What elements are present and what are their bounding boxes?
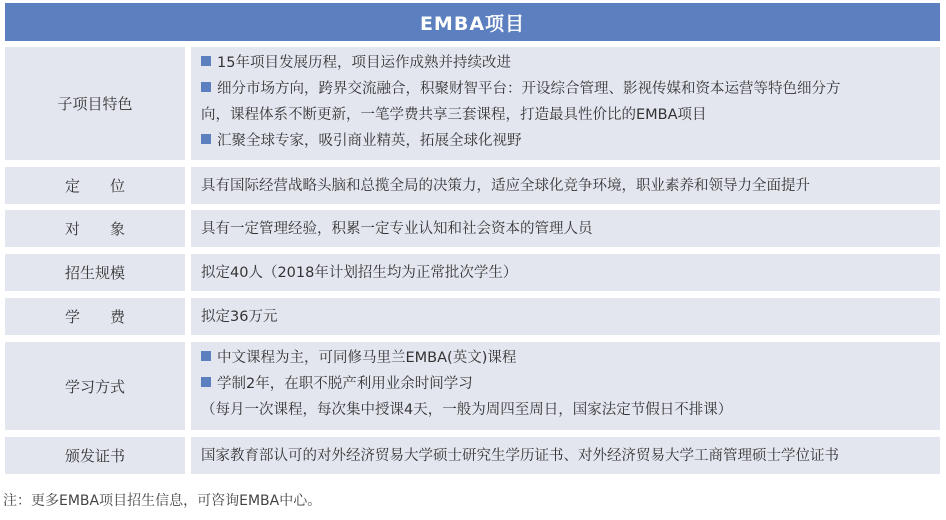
table-row-study-mode [5,342,940,430]
row-value: 具有一定管理经验，积累一定专业认知和社会资本的管理人员 [191,210,940,247]
footnote: 注：更多EMBA项目招生信息，可咨询EMBA中心。 [3,493,322,509]
square-bullet-icon [201,351,211,361]
table-row-features [5,47,940,160]
row-label: 对 象 [5,210,185,247]
table-row-enrollment [5,254,940,291]
row-label: 学习方式 [5,342,185,430]
row-label: 定 位 [5,167,185,204]
square-bullet-icon [201,134,211,144]
list-item-continuation: 向，课程体系不断更新，一笔学费共享三套课程，打造最具性价比的EMBA项目 [201,107,707,123]
row-value: 国家教育部认可的对外经济贸易大学硕士研究生学历证书、对外经济贸易大学工商管理硕士学位证书 [191,437,940,474]
list-item: 细分市场方向，跨界交流融合，积聚财智平台：开设综合管理、影视传媒和资本运营等特色细分方 [201,76,930,102]
row-value: 具有国际经营战略头脑和总揽全局的决策力，适应全球化竞争环境，职业素养和领导力全面提升 [191,167,940,204]
square-bullet-icon [201,82,211,92]
row-value [191,342,940,430]
square-bullet-icon [201,377,211,387]
table-row-positioning [5,167,940,204]
list-item: 中文课程为主，可同修马里兰EMBA(英文)课程 [201,345,930,371]
row-value: 拟定40人（2018年计划招生均为正常批次学生） [191,254,940,291]
list-item: 学制2年，在职不脱产利用业余时间学习 [201,371,930,397]
table-row-target [5,210,940,247]
list-item-continuation: （每月一次课程，每次集中授课4天，一般为周四至周日，国家法定节假日不排课） [201,402,733,418]
row-label: 招生规模 [5,254,185,291]
list-item: 汇聚全球专家，吸引商业精英，拓展全球化视野 [201,128,930,154]
row-label: 学 费 [5,298,185,335]
row-label: 子项目特色 [5,47,185,160]
table-row-certificate [5,437,940,474]
list-item: 15年项目发展历程，项目运作成熟并持续改进 [201,50,930,76]
row-value [191,47,940,160]
row-label: 颁发证书 [5,437,185,474]
row-value: 拟定36万元 [191,298,940,335]
square-bullet-icon [201,56,211,66]
table-row-tuition [5,298,940,335]
table-title: EMBA项目 [5,3,940,41]
